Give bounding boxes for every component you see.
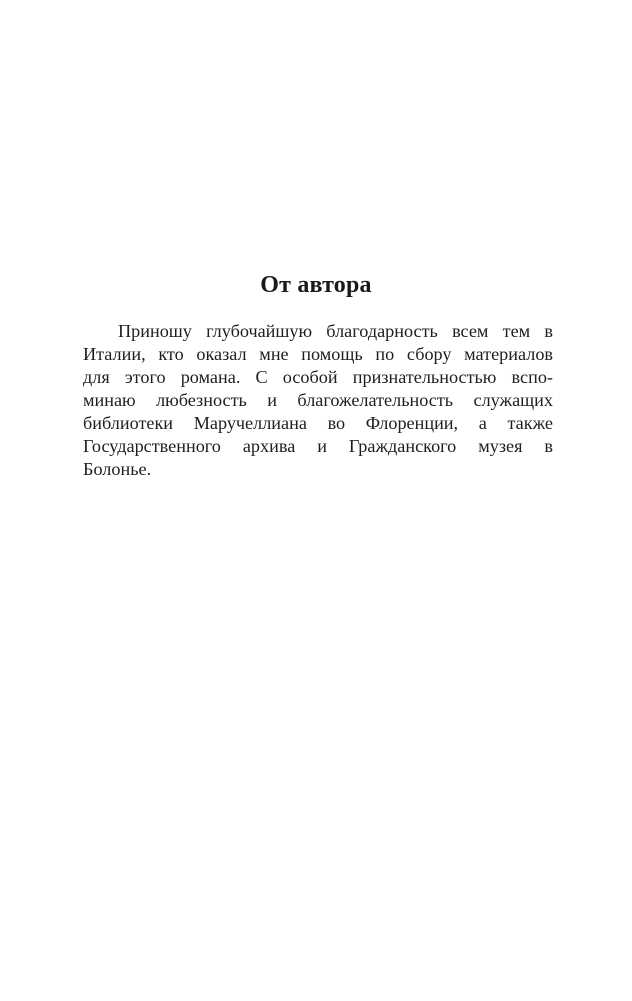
text-line: для этого романа. С особой признательностью вспо- <box>83 367 553 387</box>
text-line: Приношу глубочайшую благодарность всем тем в <box>118 321 553 341</box>
page-title: От автора <box>260 272 372 298</box>
text-line: библиотеки Маручеллиана во Флоренции, а также <box>83 413 553 433</box>
author-note-paragraph <box>83 320 553 481</box>
text-line: Болонье. <box>83 459 152 479</box>
text-line: Государственного архива и Гражданского музея в <box>83 436 553 456</box>
text-line: минаю любезность и благожелательность служащих <box>83 390 553 410</box>
text-line: Италии, кто оказал мне помощь по сбору материалов <box>83 344 553 364</box>
